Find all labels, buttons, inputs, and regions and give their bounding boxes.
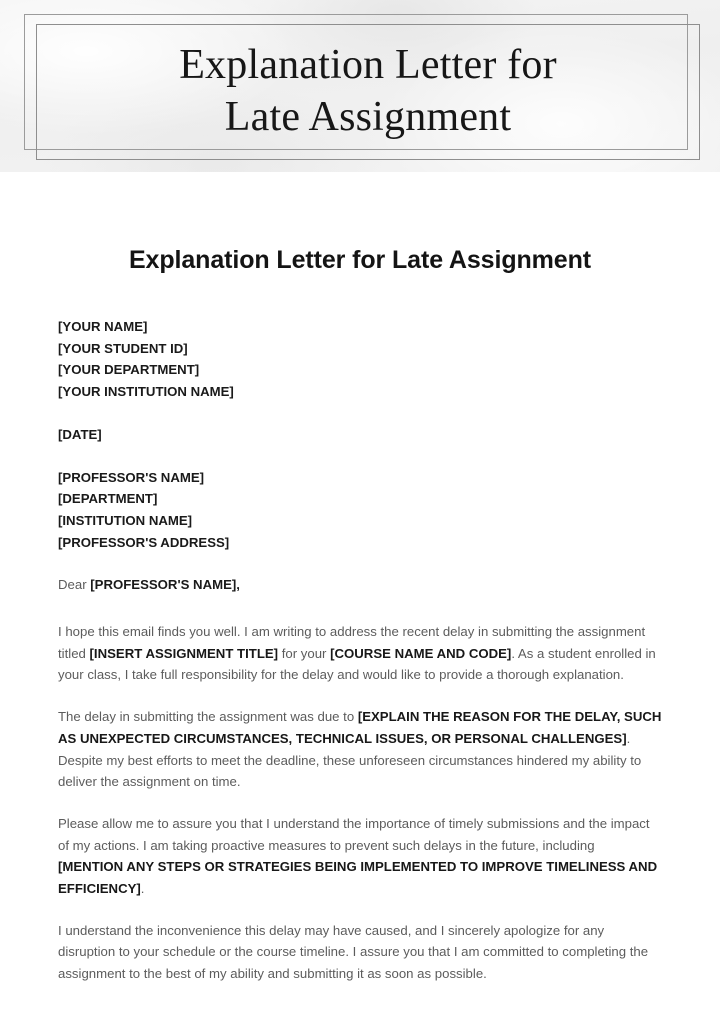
date-line — [58, 424, 662, 446]
letter-paragraphs — [58, 621, 662, 985]
paragraph-text: Please allow me to assure you that I understand the importance of timely submissions and the impact of my actions. I am taking proactive measures to prevent such delays in the future, including — [58, 815, 650, 853]
paragraph-text: . As a student enrolled in your class, I take full responsibility for the delay and would like to provide a thorough explanation. — [58, 645, 656, 683]
letter-paragraph — [58, 621, 662, 686]
letter-paragraph — [58, 813, 662, 900]
date-value: [DATE] — [58, 426, 102, 442]
spacer-after-heading — [58, 275, 662, 316]
banner-title-line-1: Explanation Letter for — [179, 42, 557, 88]
salutation-placeholder: [PROFESSOR'S NAME], — [90, 577, 240, 593]
document-body — [0, 172, 720, 985]
spacer-before-recipient — [58, 446, 662, 467]
recipient-address-block — [58, 467, 662, 554]
header-banner — [0, 0, 720, 172]
letter-paragraph — [58, 920, 662, 985]
paragraph-text: for your — [278, 645, 331, 661]
sender-address-block — [58, 316, 662, 403]
spacer-before-date — [58, 403, 662, 424]
paragraph-placeholder: [COURSE NAME AND CODE] — [330, 645, 512, 661]
banner-title-line-2: Late Assignment — [224, 94, 512, 140]
paragraph-placeholder: [INSERT ASSIGNMENT TITLE] — [89, 645, 279, 661]
sender-address-line: [YOUR STUDENT ID] — [58, 340, 188, 356]
paragraph-placeholder: [EXPLAIN THE REASON FOR THE DELAY, SUCH AS UNEXPECTED CIRCUMSTANCES, TECHNICAL ISSUES, OR PERSONAL CHALLENGES] — [58, 709, 662, 746]
salutation-line — [58, 574, 662, 596]
recipient-address-line: [PROFESSOR'S NAME] — [58, 469, 205, 485]
salutation-greeting: Dear — [58, 577, 91, 593]
paragraph-placeholder: [MENTION ANY STEPS OR STRATEGIES BEING IMPLEMENTED TO IMPROVE TIMELINESS AND EFFICIENCY] — [58, 859, 658, 897]
paragraph-text: The delay in submitting the assignment was due to — [58, 709, 358, 725]
recipient-address-line: [DEPARTMENT] — [58, 491, 158, 507]
paragraph-text: I understand the inconvenience this delay may have caused, and I sincerely apologize for any disruption to your schedule or the course timeline. I assure you that I am committed to completing the assignment to the best of my ability and submitting it as soon as possible. — [58, 922, 649, 982]
recipient-address-line: [INSTITUTION NAME] — [58, 512, 193, 528]
letter-paragraph — [58, 706, 662, 793]
sender-address-line: [YOUR NAME] — [58, 319, 148, 334]
sender-address-line: [YOUR DEPARTMENT] — [58, 362, 200, 378]
banner-title — [40, 26, 696, 156]
spacer-before-salutation — [58, 553, 662, 574]
recipient-address-line: [PROFESSOR'S ADDRESS] — [58, 534, 230, 550]
paragraph-text: I hope this email finds you well. I am writing to address the recent delay in submitting the assignment titled — [58, 624, 646, 661]
page-title: Explanation Letter for Late Assignment — [128, 246, 591, 274]
paragraph-text: . Despite my best efforts to meet the deadline, these unforeseen circumstances hindered my ability to deliver the assignment on time. — [58, 730, 642, 790]
sender-address-line: [YOUR INSTITUTION NAME] — [58, 384, 234, 400]
paragraph-text: . — [140, 881, 145, 897]
